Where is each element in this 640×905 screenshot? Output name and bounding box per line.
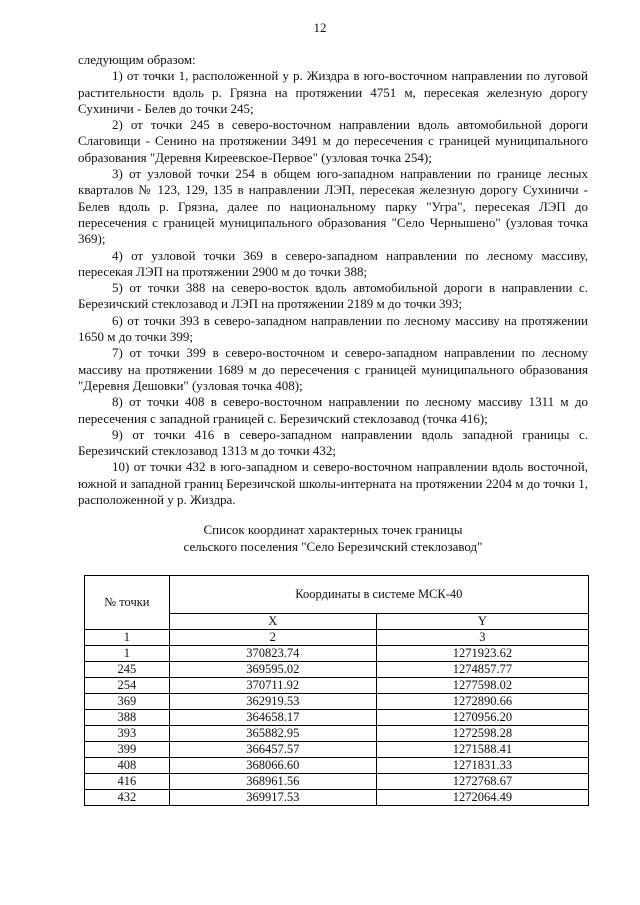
column-index-row bbox=[85, 630, 589, 646]
x-cell: 368066.60 bbox=[169, 758, 376, 774]
x-cell: 369595.02 bbox=[169, 662, 376, 678]
point-cell: 1 bbox=[85, 646, 170, 662]
document-body bbox=[78, 52, 588, 508]
table-row bbox=[85, 726, 589, 742]
x-cell: 366457.57 bbox=[169, 742, 376, 758]
table-row bbox=[85, 662, 589, 678]
y-cell: 1271923.62 bbox=[376, 646, 588, 662]
y-cell: 1271588.41 bbox=[376, 742, 588, 758]
table-row bbox=[85, 774, 589, 790]
y-cell: 1272598.28 bbox=[376, 726, 588, 742]
intro-text: следующим образом: bbox=[78, 52, 196, 67]
point-cell: 393 bbox=[85, 726, 170, 742]
y-header: Y bbox=[376, 614, 588, 630]
x-cell: 369917.53 bbox=[169, 790, 376, 806]
table-row bbox=[85, 742, 589, 758]
point-cell: 408 bbox=[85, 758, 170, 774]
y-cell: 1272890.66 bbox=[376, 694, 588, 710]
point-cell: 388 bbox=[85, 710, 170, 726]
caption-line-2: сельского поселения "Село Березичский стеклозавод" bbox=[183, 538, 483, 554]
point-cell: 254 bbox=[85, 678, 170, 694]
x-header: X bbox=[169, 614, 376, 630]
table-row bbox=[85, 678, 589, 694]
table-row bbox=[85, 790, 589, 806]
y-cell: 1271831.33 bbox=[376, 758, 588, 774]
y-cell: 1277598.02 bbox=[376, 678, 588, 694]
caption-line-1: Список координат характерных точек границы bbox=[203, 522, 463, 537]
boundary-item: 2) от точки 245 в северо-восточном направлении вдоль автомобильной дороги Слаговищи - Сенино на протяжении 3491 м до пересечения с границей муниципального образования "Деревня Киреевское-Первое" (узловая точка 254); bbox=[78, 117, 588, 165]
y-cell: 1270956.20 bbox=[376, 710, 588, 726]
boundary-item: 4) от узловой точки 369 в северо-западном направлении по лесному массиву, пересекая ЛЭП на протяжении 2900 м до точки 388; bbox=[78, 247, 588, 279]
table-row bbox=[85, 758, 589, 774]
x-cell: 370711.92 bbox=[169, 678, 376, 694]
table-row bbox=[85, 694, 589, 710]
coordinate-system-header: Координаты в системе МСК-40 bbox=[169, 576, 588, 614]
boundary-item: 5) от точки 388 на северо-восток вдоль автомобильной дороги в направлении с. Березичский стеклозавод и ЛЭП на протяжении 2189 м до точки 393; bbox=[78, 280, 588, 312]
point-cell: 432 bbox=[85, 790, 170, 806]
boundary-item: 3) от узловой точки 254 в общем юго-западном направлении по границе лесных кварталов № 123, 129, 135 в направлении ЛЭП, пересекая железную дорогу Сухиничи - Белев вдоль р. Грязна, далее по национальному парку "Угра", пересекая ЛЭП до пересечения с границей муниципального образования "Село Чернышено" (узловая точка 369); bbox=[78, 166, 588, 247]
table-row bbox=[85, 710, 589, 726]
boundary-item: 9) от точки 416 в северо-западном направлении вдоль западной границы с. Березичский стеклозавод 1313 м до точки 432; bbox=[78, 426, 588, 459]
table-header-row bbox=[85, 576, 589, 614]
boundary-item: 6) от точки 393 в северо-западном направлении по лесному массиву на протяжении 1650 м до точки 399; bbox=[78, 312, 588, 345]
column-index: 1 bbox=[85, 630, 170, 646]
table-row bbox=[85, 646, 589, 662]
point-cell: 399 bbox=[85, 742, 170, 758]
point-number-header: № точки bbox=[85, 576, 170, 630]
y-cell: 1274857.77 bbox=[376, 662, 588, 678]
x-cell: 370823.74 bbox=[169, 646, 376, 662]
point-cell: 245 bbox=[85, 662, 170, 678]
page-number: 12 bbox=[313, 20, 327, 35]
y-cell: 1272064.49 bbox=[376, 790, 588, 806]
point-cell: 369 bbox=[85, 694, 170, 710]
boundary-item: 1) от точки 1, расположенной у р. Жиздра в юго-восточном направлении по луговой растительности вдоль р. Грязна на протяжении 4751 м, пересекая железную дорогу Сухиничи - Белев до точки 245; bbox=[78, 68, 588, 116]
boundary-item: 8) от точки 408 в северо-восточном направлении по лесному массиву 1311 м до пересечения с западной границей с. Березичский стеклозавод (точка 416); bbox=[78, 394, 588, 426]
x-cell: 364658.17 bbox=[169, 710, 376, 726]
x-cell: 362919.53 bbox=[169, 694, 376, 710]
x-cell: 365882.95 bbox=[169, 726, 376, 742]
boundary-item: 10) от точки 432 в юго-западном и северо-восточном направлении вдоль восточной, южной и западной границ Березичской школы-интерната на протяжении 2204 м до точки 1, расположенной у р. Жиздра. bbox=[78, 459, 588, 508]
coordinates-table bbox=[84, 575, 589, 806]
point-cell: 416 bbox=[85, 774, 170, 790]
boundary-item: 7) от точки 399 в северо-восточном и северо-западном направлении по лесному массиву на протяжении 1689 м до пересечения с границей муниципального образования "Деревня Дешовки" (узловая точка 408); bbox=[78, 345, 588, 393]
x-cell: 368961.56 bbox=[169, 774, 376, 790]
column-index: 2 bbox=[169, 630, 376, 646]
y-cell: 1272768.67 bbox=[376, 774, 588, 790]
table-caption bbox=[78, 522, 588, 555]
column-index: 3 bbox=[376, 630, 588, 646]
